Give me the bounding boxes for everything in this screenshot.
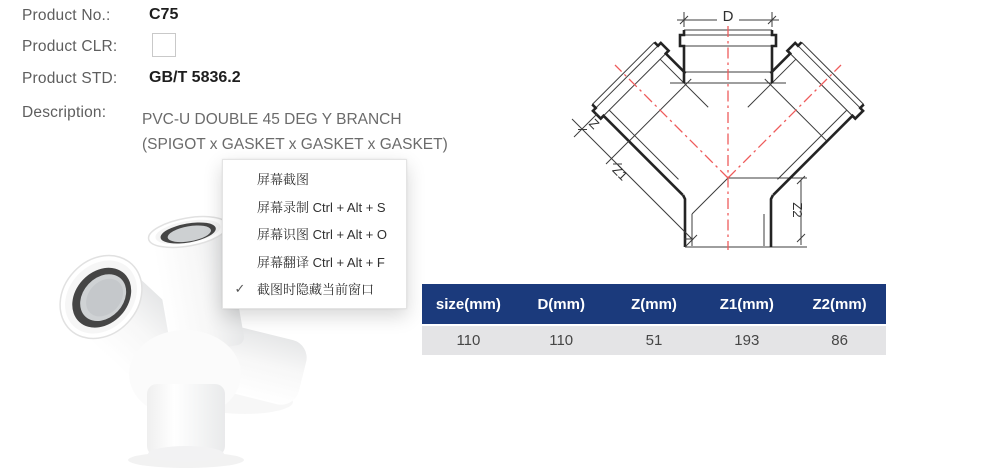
photo-spigot [147,384,225,462]
header-d: D(mm) [537,295,585,313]
d-dimension-label: D [722,8,734,25]
menu-item-screen-record[interactable] [223,193,406,221]
product-description-value [142,107,448,157]
spec-table-header [422,284,886,324]
value-z1: 193 [734,332,760,349]
menu-item-screen-capture[interactable] [223,165,406,193]
product-std-label: Product STD: [22,70,118,87]
product-no-label: Product No.: [22,7,111,24]
header-z: Z(mm) [631,295,677,313]
value-d: 110 [549,332,574,349]
z1-dimension-label: Z1 [609,162,631,184]
z2-dimension-label: Z2 [790,202,805,218]
menu-item-label: 屏幕翻译 Ctrl + Alt + F [257,254,385,270]
table-row [422,326,886,355]
product-clr-label: Product CLR: [22,38,118,55]
menu-item-hide-window-on-capture[interactable] [223,275,406,303]
centerlines [615,26,841,250]
menu-item-screen-translate[interactable] [223,248,406,276]
screenshot-context-menu [222,159,407,309]
header-z2: Z2(mm) [812,295,867,313]
product-no-value: C75 [149,6,179,23]
header-z1: Z1(mm) [719,295,774,313]
spec-table [422,284,886,355]
menu-item-label: 屏幕截图 [257,172,310,188]
menu-item-label: 屏幕录制 Ctrl + Alt + S [257,199,386,215]
product-std-value: GB/T 5836.2 [149,69,241,86]
technical-drawing [545,0,943,262]
description-line-1: PVC-U DOUBLE 45 DEG Y BRANCH [142,111,402,128]
description-line-2: (SPIGOT x GASKET x GASKET x GASKET) [142,136,448,153]
menu-item-screen-recognize[interactable] [223,220,406,248]
menu-item-label: 截图时隐藏当前窗口 [257,282,375,298]
product-description-label: Description: [22,104,107,121]
value-size: 110 [456,332,481,349]
header-size: size(mm) [435,295,501,313]
value-z: 51 [645,332,663,349]
drawing-thin-lines [670,30,807,247]
z-dimension-label: Z [586,115,603,132]
value-z2: 86 [831,332,848,349]
checkmark-icon: ✓ [234,280,246,296]
dimension-labels [586,8,805,218]
product-clr-checkbox[interactable] [152,33,176,57]
menu-item-label: 屏幕识图 Ctrl + Alt + O [257,227,388,243]
